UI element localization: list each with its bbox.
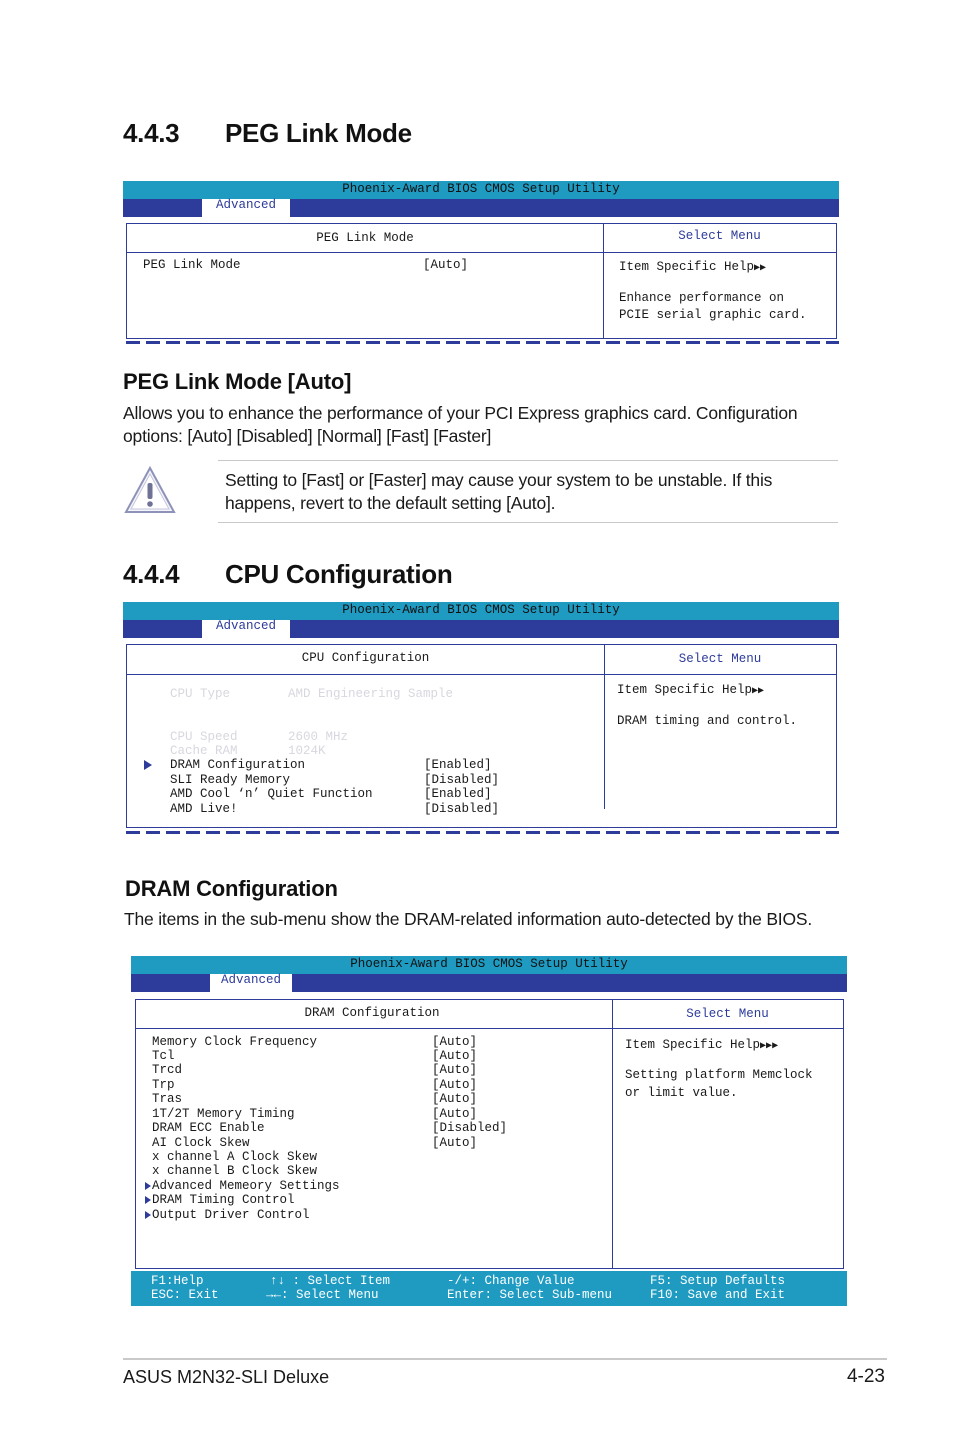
item-help-title: Item Specific Help▶▶▶	[625, 1038, 779, 1052]
setting-dram-ecc-enable[interactable]: DRAM ECC Enable	[152, 1121, 265, 1135]
key-select-menu: →←: Select Menu	[266, 1288, 379, 1302]
page-number: 4-23	[846, 1366, 885, 1387]
setting-amd-live[interactable]: AMD Live!	[170, 802, 238, 816]
submenu-output-driver-control[interactable]: Output Driver Control	[152, 1208, 310, 1222]
bios-panel	[126, 223, 837, 339]
dashed-border	[126, 831, 839, 834]
help-text-line2: PCIE serial graphic card.	[619, 308, 807, 322]
setting-tcl[interactable]: Tcl	[152, 1049, 175, 1063]
warning-text: Setting to [Fast] or [Faster] may cause your system to be unstable. If this happens, revert to the default setting [Auto].	[225, 470, 773, 513]
select-menu-label: Select Menu	[678, 652, 762, 666]
bios-utility-title: Phoenix-Award BIOS CMOS Setup Utility	[342, 182, 620, 196]
section-heading-cpu-configuration	[123, 559, 823, 591]
subheading-peg-link-mode: PEG Link Mode [Auto]	[123, 369, 352, 394]
bios-tab-bar	[123, 620, 839, 638]
setting-cool-n-quiet[interactable]: AMD Cool ‘n’ Quiet Function	[170, 787, 373, 801]
tab-advanced[interactable]: Advanced	[210, 974, 292, 992]
bios-title-bar	[123, 181, 839, 199]
bios-screen-peg-link-mode	[123, 181, 839, 346]
panel-title: DRAM Configuration	[304, 1006, 440, 1020]
bios-utility-title: Phoenix-Award BIOS CMOS Setup Utility	[350, 957, 628, 971]
tab-advanced[interactable]: Advanced	[202, 199, 290, 217]
peg-description: Allows you to enhance the performance of your PCI Express graphics card. Configuration options: [Auto] [Disabled] [Normal] [Fast] [Faster]	[123, 403, 798, 446]
key-enter-submenu: Enter: Select Sub-menu	[447, 1288, 613, 1302]
bios-panel	[126, 644, 837, 828]
info-cpu-type-value: AMD Engineering Sample	[288, 687, 454, 701]
note-top-rule	[218, 460, 838, 461]
key-esc-exit: ESC: Exit	[151, 1288, 219, 1302]
key-f10-save-exit: F10: Save and Exit	[650, 1288, 786, 1302]
item-help-title: Item Specific Help▶▶	[619, 260, 767, 274]
setting-value[interactable]: [Auto]	[432, 1049, 478, 1063]
setting-value[interactable]: [Auto]	[432, 1035, 478, 1049]
setting-ai-clock-skew[interactable]: AI Clock Skew	[152, 1136, 250, 1150]
bios-title-bar	[131, 956, 847, 974]
tab-advanced[interactable]: Advanced	[202, 620, 290, 638]
setting-sli-ready-memory[interactable]: SLI Ready Memory	[170, 773, 291, 787]
bios-title-bar	[123, 602, 839, 620]
setting-memory-clock-frequency[interactable]: Memory Clock Frequency	[152, 1035, 318, 1049]
subheading-dram-configuration: DRAM Configuration	[125, 876, 338, 901]
setting-channel-a-clock-skew[interactable]: x channel A Clock Skew	[152, 1150, 318, 1164]
setting-value[interactable]: [Disabled]	[424, 802, 500, 816]
dashed-border	[126, 341, 839, 344]
setting-value[interactable]: [Auto]	[432, 1136, 478, 1150]
setting-trcd[interactable]: Trcd	[152, 1063, 183, 1077]
setting-value[interactable]: [Auto]	[432, 1092, 478, 1106]
setting-tras[interactable]: Tras	[152, 1092, 183, 1106]
setting-channel-b-clock-skew[interactable]: x channel B Clock Skew	[152, 1164, 318, 1178]
setting-value[interactable]: [Enabled]	[424, 787, 492, 801]
key-f1-help: F1:Help	[151, 1274, 204, 1288]
footer-rule	[123, 1358, 887, 1360]
double-arrow-icon: ▶▶	[752, 686, 765, 697]
panel-title: PEG Link Mode	[316, 231, 414, 245]
dram-description: The items in the sub-menu show the DRAM-related information auto-detected by the BIOS.	[124, 909, 813, 929]
select-menu-label: Select Menu	[686, 1007, 769, 1021]
product-name: ASUS M2N32-SLI Deluxe	[123, 1367, 330, 1387]
item-help-title: Item Specific Help▶▶	[617, 683, 765, 697]
setting-value[interactable]: [Disabled]	[432, 1121, 508, 1135]
section-number: 4.4.4	[123, 559, 180, 589]
section-number: 4.4.3	[123, 118, 180, 148]
key-change-value: -/+: Change Value	[447, 1274, 575, 1288]
key-select-item: ↑↓ : Select Item	[270, 1274, 391, 1288]
submenu-arrow-icon	[145, 1211, 151, 1219]
setting-value[interactable]: [Disabled]	[424, 773, 500, 787]
submenu-advanced-memory-settings[interactable]: Advanced Memeory Settings	[152, 1179, 340, 1193]
setting-value[interactable]: [Auto]	[432, 1078, 478, 1092]
warning-icon	[123, 465, 177, 517]
triple-arrow-icon: ▶▶▶	[760, 1041, 779, 1052]
double-arrow-icon: ▶▶	[754, 263, 767, 274]
help-text-line1: DRAM timing and control.	[617, 714, 798, 728]
setting-dram-configuration[interactable]: DRAM Configuration	[170, 758, 306, 772]
setting-value[interactable]: [Auto]	[423, 258, 469, 272]
bios-tab-bar	[123, 199, 839, 217]
bios-utility-title: Phoenix-Award BIOS CMOS Setup Utility	[342, 603, 620, 617]
setting-value[interactable]: [Enabled]	[424, 758, 492, 772]
help-text-line1: Setting platform Memclock	[625, 1068, 813, 1082]
submenu-arrow-icon	[145, 1196, 151, 1204]
panel-title: CPU Configuration	[301, 651, 430, 665]
section-title: CPU Configuration	[225, 559, 453, 589]
info-cpu-speed-value: 2600 MHz	[288, 730, 349, 744]
info-cache-ram-label: Cache RAM	[170, 744, 238, 758]
setting-1t2t-memory-timing[interactable]: 1T/2T Memory Timing	[152, 1107, 295, 1121]
section-title: PEG Link Mode	[225, 118, 412, 148]
info-cache-ram-value: 1024K	[288, 744, 326, 758]
setting-value[interactable]: [Auto]	[432, 1107, 478, 1121]
bios-tab-bar	[131, 974, 847, 992]
help-text-line2: or limit value.	[625, 1086, 738, 1100]
bios-key-legend	[131, 1271, 847, 1306]
bios-screen-dram-configuration	[131, 956, 847, 1306]
bios-panel	[135, 999, 844, 1269]
submenu-arrow-icon	[145, 1182, 151, 1190]
setting-value[interactable]: [Auto]	[432, 1063, 478, 1077]
setting-trp[interactable]: Trp	[152, 1078, 175, 1092]
key-f5-defaults: F5: Setup Defaults	[650, 1274, 786, 1288]
select-menu-label: Select Menu	[678, 229, 761, 243]
help-text-line1: Enhance performance on	[619, 291, 785, 305]
bios-screen-cpu-configuration	[123, 602, 839, 838]
info-cpu-speed-label: CPU Speed	[170, 730, 238, 744]
submenu-arrow-icon	[144, 760, 152, 770]
info-cpu-type-label: CPU Type	[170, 687, 231, 701]
setting-peg-link-mode[interactable]: PEG Link Mode	[143, 258, 241, 272]
note-bottom-rule	[218, 522, 838, 523]
section-heading-peg-link-mode	[123, 118, 823, 150]
submenu-dram-timing-control[interactable]: DRAM Timing Control	[152, 1193, 295, 1207]
